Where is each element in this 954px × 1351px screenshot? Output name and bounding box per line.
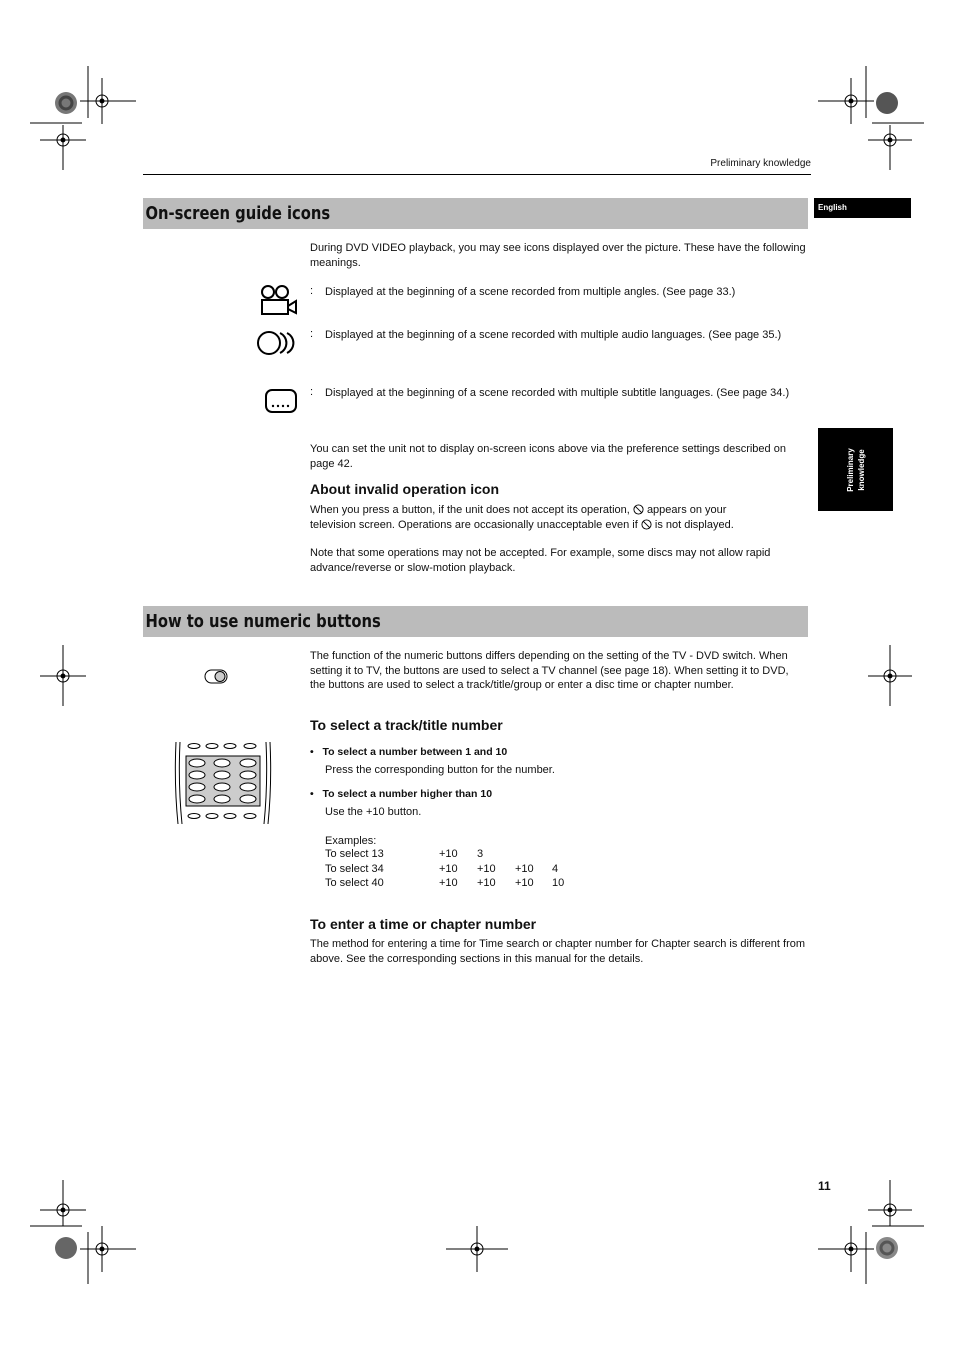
example-key: 10 [552,877,565,889]
side-tab [818,428,893,511]
invalid-paragraph-1 [310,503,810,532]
example-key: +10 [515,863,534,875]
side-tab-line2: knowledge [856,448,866,491]
invalid-text-d: is not displayed. [654,518,734,531]
section1-intro: During DVD VIDEO playback, you may see icons displayed over the picture. These have the following meanings. [310,242,806,269]
enter-time-text: The method for entering a time for Time search or chapter number for Chapter search is different from above. See the corresponding sections in this manual for the details. [310,938,806,965]
examples-label: Examples: [325,835,377,847]
subtitle-icon [264,388,300,416]
section-bar-onscreen-icons [143,198,808,229]
invalid-text-c: television screen. Operations are occasionally unacceptable even if [310,518,638,531]
example-label: To select 13 [325,848,384,860]
section-bar-numeric-buttons [143,606,808,637]
subheading-select-track: To select a track/title number [310,717,503,733]
icon-desc-subtitle: Displayed at the beginning of a scene recorded with multiple subtitle languages. (See page 34.) [325,387,790,399]
example-key: +10 [515,877,534,889]
prohibited-icon [641,519,652,530]
section2-intro: The function of the numeric buttons differs depending on the setting of the TV - DVD switch. When setting it to TV, the buttons are used to select a TV channel (see page 18). When setting it to DVD, the buttons are used to select a track/title/group or enter a disc time or chapter number. [310,650,789,691]
colon: : [310,386,314,398]
invalid-text-a: When you press a button, if the unit does not accept its operation, [310,504,630,516]
side-tab-line1: Preliminary [845,447,855,492]
invalid-text-b: appears on your [646,504,727,516]
icon-desc-audio: Displayed at the beginning of a scene recorded with multiple audio languages. (See page 35.) [325,329,782,341]
colon: : [310,285,314,297]
example-key: +10 [477,877,496,889]
bullet-1-title: To select a number between 1 and 10 [322,746,508,758]
example-key: +10 [439,877,458,889]
bullet-dot: • [310,746,323,758]
bullet-2-title: To select a number higher than 10 [322,788,493,800]
subheading-enter-time: To enter a time or chapter number [310,916,537,932]
example-label: To select 40 [325,877,384,889]
example-key: 3 [477,848,484,860]
language-tab: English [814,198,911,218]
example-key: 4 [552,863,559,875]
bullet-2 [310,788,492,800]
tv-dvd-switch-icon [204,668,230,686]
bullet-1-text: Press the corresponding button for the number. [325,764,555,776]
example-key: +10 [477,863,496,875]
bullet-dot: • [310,788,323,800]
audio-icon [256,330,300,356]
colon: : [310,328,314,340]
header-rule [143,174,811,175]
page-number: 11 [818,1179,831,1193]
remote-keypad-icon [172,740,274,826]
bullet-2-text: Use the +10 button. [325,806,422,818]
section-title-onscreen-icons: On-screen guide icons [145,203,331,224]
bullet-1 [310,746,507,758]
angle-icon [258,284,298,316]
example-key: +10 [439,848,458,860]
example-label: To select 34 [325,863,384,875]
invalid-paragraph-2: Note that some operations may not be accepted. For example, some discs may not allow rapid advance/reverse or slow-motion playback. [310,547,771,574]
icon-desc-angle: Displayed at the beginning of a scene recorded from multiple angles. (See page 33.) [325,286,736,298]
example-key: +10 [439,863,458,875]
subheading-invalid-operation: About invalid operation icon [310,481,499,497]
prohibited-icon [633,504,644,515]
running-head: Preliminary knowledge [710,158,811,169]
section1-note: You can set the unit not to display on-screen icons above via the preference settings described on page 42. [310,443,786,470]
section-title-numeric-buttons: How to use numeric buttons [145,611,381,632]
